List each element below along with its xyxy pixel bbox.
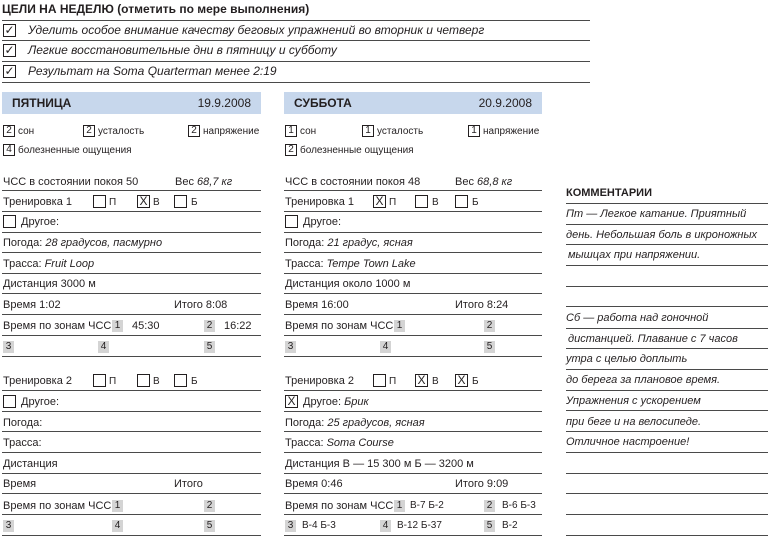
- saturday-w2-v-label: В: [432, 376, 439, 387]
- friday-w1-total: Итого 8:08: [174, 299, 228, 311]
- saturday-w2-p-label: П: [389, 376, 397, 387]
- comment-line-6: Сб — работа над гоночной: [566, 312, 709, 324]
- friday-w1-zone2: 2: [204, 320, 215, 332]
- saturday-w2-zone3-value: В-4 Б-3: [302, 520, 336, 531]
- friday-header: [2, 92, 261, 114]
- friday-w2-zone4: 4: [112, 520, 123, 532]
- saturday-day: СУББОТА: [294, 96, 352, 110]
- friday-w2-distance-label: Дистанция: [3, 458, 58, 470]
- friday-day: ПЯТНИЦА: [12, 96, 72, 110]
- saturday-w1-p-label: П: [389, 197, 397, 208]
- comments-title: КОММЕНТАРИИ: [566, 187, 652, 199]
- saturday-w1-b-label: Б: [472, 197, 479, 208]
- friday-pain-box[interactable]: 4: [3, 144, 15, 156]
- saturday-column: [284, 92, 544, 542]
- saturday-weight: Вес 68,8 кг: [455, 176, 513, 188]
- saturday-w1-route: Трасса: Tempe Town Lake: [285, 258, 416, 270]
- saturday-workout1-label: Тренировка 1: [285, 196, 354, 208]
- goals-subtitle: (отметить по мере выполнения): [117, 2, 310, 16]
- friday-tension-box[interactable]: 2: [188, 125, 200, 137]
- friday-workout2-label: Тренировка 2: [3, 375, 72, 387]
- saturday-w2-weather: Погода: 25 градусов, ясная: [285, 417, 425, 429]
- goal-checkbox-1[interactable]: ✓: [4, 23, 15, 37]
- saturday-w1-zone5: 5: [484, 341, 495, 353]
- saturday-w2-zone5: 5: [484, 520, 495, 532]
- friday-w1-zone1-value: 45:30: [132, 320, 160, 332]
- saturday-w1-v-checkbox[interactable]: [415, 195, 428, 208]
- comment-line-11: при беге и на велосипеде.: [566, 416, 702, 428]
- saturday-w1-weather: Погода: 21 градус, ясная: [285, 237, 413, 249]
- saturday-w1-p-checkbox[interactable]: X: [373, 195, 386, 208]
- friday-w2-zone5: 5: [204, 520, 215, 532]
- saturday-w1-hr-zones-label: Время по зонам ЧСС: [285, 320, 394, 332]
- saturday-w1-zone3: 3: [285, 341, 296, 353]
- goal-text-3: Результат на Soma Quarterman менее 2:19: [28, 64, 277, 78]
- saturday-tension-box[interactable]: 1: [468, 125, 480, 137]
- friday-sleep-box[interactable]: 2: [3, 125, 15, 137]
- friday-w1-zone5: 5: [204, 341, 215, 353]
- friday-w2-zone3: 3: [3, 520, 14, 532]
- friday-w1-p-label: П: [109, 197, 117, 208]
- comment-line-8: утра с целью доплыть: [566, 353, 688, 365]
- goals-title: ЦЕЛИ НА НЕДЕЛЮ: [2, 2, 114, 16]
- saturday-header: [284, 92, 542, 114]
- friday-sleep-label: сон: [18, 126, 35, 137]
- saturday-w1-zone2: 2: [484, 320, 495, 332]
- goal-checkbox-2[interactable]: ✓: [4, 43, 15, 57]
- saturday-w2-other-checkbox[interactable]: X: [285, 395, 298, 408]
- friday-w2-zone1: 1: [112, 500, 123, 512]
- friday-w2-zone2: 2: [204, 500, 215, 512]
- saturday-w2-zone2: 2: [484, 500, 495, 512]
- saturday-w1-zone4: 4: [380, 341, 391, 353]
- saturday-w2-route: Трасса: Soma Course: [285, 437, 394, 449]
- friday-w1-weather: Погода: 28 градусов, пасмурно: [3, 237, 163, 249]
- saturday-tension-label: напряжение: [483, 126, 540, 137]
- saturday-w2-other: Другое: Брик: [303, 396, 369, 408]
- saturday-w2-p-checkbox[interactable]: [373, 374, 386, 387]
- friday-w2-b-checkbox[interactable]: [174, 374, 187, 387]
- friday-w2-other-label: Другое:: [21, 396, 60, 408]
- saturday-w2-b-label: Б: [472, 376, 479, 387]
- saturday-sleep-label: сон: [300, 126, 317, 137]
- comments-section: [566, 186, 768, 546]
- saturday-pain-box[interactable]: 2: [285, 144, 297, 156]
- saturday-w1-other-label: Другое:: [303, 216, 342, 228]
- friday-fatigue-label: усталость: [98, 126, 145, 137]
- comment-line-2: день. Небольшая боль в икроножных: [566, 229, 758, 241]
- saturday-w1-distance: Дистанция около 1000 м: [285, 278, 411, 290]
- saturday-w1-time: Время 16:00: [285, 299, 349, 311]
- saturday-rest-hr: ЧСС в состоянии покоя 48: [285, 176, 421, 188]
- friday-w1-p-checkbox[interactable]: [93, 195, 106, 208]
- comment-line-9: до берега за плановое время.: [566, 374, 721, 386]
- friday-w1-b-checkbox[interactable]: [174, 195, 187, 208]
- comment-line-12: Отличное настроение!: [566, 436, 690, 448]
- friday-w2-v-label: В: [153, 376, 160, 387]
- comment-line-3: мышцах при напряжении.: [568, 249, 701, 261]
- friday-w2-time-label: Время: [3, 478, 37, 490]
- saturday-w2-distance: Дистанция В — 15 300 м Б — 3200 м: [285, 458, 474, 470]
- friday-w2-p-checkbox[interactable]: [93, 374, 106, 387]
- goal-checkbox-3[interactable]: ✓: [4, 64, 15, 78]
- friday-w1-zone3: 3: [3, 341, 14, 353]
- saturday-fatigue-label: усталость: [377, 126, 424, 137]
- comment-line-10: Упражнения с ускорением: [566, 395, 701, 407]
- goals-heading: [2, 2, 309, 16]
- saturday-w2-total: Итого 9:09: [455, 478, 509, 490]
- saturday-pain-label: болезненные ощущения: [300, 145, 414, 156]
- friday-tension-label: напряжение: [203, 126, 260, 137]
- comment-line-7: дистанцией. Плавание с 7 часов: [568, 333, 738, 345]
- saturday-w2-zone4: 4: [380, 520, 391, 532]
- saturday-w1-zone1: 1: [394, 320, 405, 332]
- friday-w1-zone1: 1: [112, 320, 123, 332]
- goals-section: [2, 2, 592, 84]
- saturday-w2-time: Время 0:46: [285, 478, 343, 490]
- saturday-w2-zone3: 3: [285, 520, 296, 532]
- saturday-fatigue-box[interactable]: 1: [362, 125, 374, 137]
- friday-w1-distance: Дистанция 3000 м: [3, 278, 96, 290]
- saturday-w1-other-checkbox[interactable]: [285, 215, 298, 228]
- saturday-w2-zone2-value: В-6 Б-3: [502, 500, 536, 511]
- friday-w2-weather-label: Погода:: [3, 417, 43, 429]
- saturday-w2-zone1: 1: [394, 500, 405, 512]
- friday-date: 19.9.2008: [197, 96, 251, 110]
- friday-w2-p-label: П: [109, 376, 117, 387]
- friday-w2-other-checkbox[interactable]: [3, 395, 16, 408]
- friday-w1-zone4: 4: [98, 341, 109, 353]
- friday-w1-v-checkbox[interactable]: X: [137, 195, 150, 208]
- saturday-w1-total: Итого 8:24: [455, 299, 509, 311]
- comment-line-1: Пт — Легкое катание. Приятный: [566, 208, 747, 220]
- friday-rest-hr: ЧСС в состоянии покоя 50: [3, 176, 139, 188]
- friday-w1-zone2-value: 16:22: [224, 320, 252, 332]
- saturday-sleep-box[interactable]: 1: [285, 125, 297, 137]
- friday-w2-v-checkbox[interactable]: [137, 374, 150, 387]
- saturday-date: 20.9.2008: [478, 96, 532, 110]
- friday-w1-other-checkbox[interactable]: [3, 215, 16, 228]
- friday-column: [2, 92, 262, 542]
- saturday-w2-hr-zones-label: Время по зонам ЧСС: [285, 500, 394, 512]
- goal-text-1: Уделить особое внимание качеству беговых упражнений во вторник и четверг: [28, 23, 485, 37]
- friday-w1-other-label: Другое:: [21, 216, 60, 228]
- friday-weight: Вес 68,7 кг: [175, 176, 233, 188]
- friday-w2-hr-zones-label: Время по зонам ЧСС: [3, 500, 112, 512]
- friday-w2-b-label: Б: [191, 376, 198, 387]
- friday-w1-b-label: Б: [191, 197, 198, 208]
- friday-w1-v-label: В: [153, 197, 160, 208]
- friday-w1-route: Трасса: Fruit Loop: [3, 258, 95, 270]
- friday-w2-total-label: Итого: [174, 478, 203, 490]
- friday-workout1-label: Тренировка 1: [3, 196, 72, 208]
- friday-w1-time: Время 1:02: [3, 299, 61, 311]
- saturday-w2-zone4-value: В-12 Б-37: [397, 520, 442, 531]
- saturday-w2-b-checkbox[interactable]: X: [455, 374, 468, 387]
- saturday-w1-v-label: В: [432, 197, 439, 208]
- friday-fatigue-box[interactable]: 2: [83, 125, 95, 137]
- saturday-w2-zone5-value: В-2: [502, 520, 518, 531]
- friday-pain-label: болезненные ощущения: [18, 145, 132, 156]
- saturday-w2-zone1-value: В-7 Б-2: [410, 500, 444, 511]
- goal-text-2: Легкие восстановительные дни в пятницу и субботу: [28, 43, 337, 57]
- saturday-w1-b-checkbox[interactable]: [455, 195, 468, 208]
- saturday-w2-v-checkbox[interactable]: X: [415, 374, 428, 387]
- friday-w2-route-label: Трасса:: [3, 437, 42, 449]
- friday-w1-hr-zones-label: Время по зонам ЧСС: [3, 320, 112, 332]
- saturday-workout2-label: Тренировка 2: [285, 375, 354, 387]
